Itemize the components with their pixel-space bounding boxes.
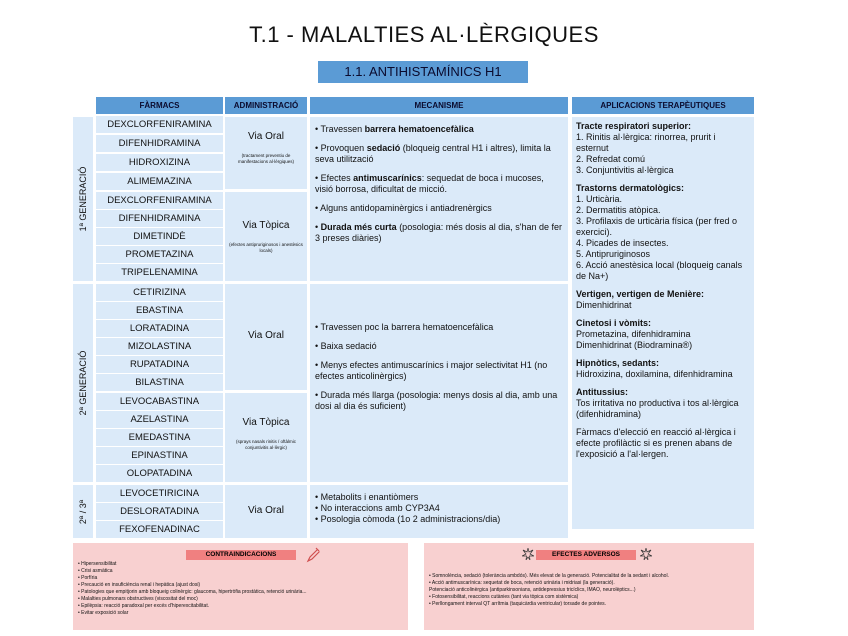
drug-cell: EPINASTINA <box>96 447 223 464</box>
generation-1-label: 1ª GENERACIÓ <box>73 117 93 281</box>
generation-2-label: 2ª GENERACIÓ <box>73 284 93 482</box>
mechanism-item: • Efectes antimuscarínics: sequedat de boca i mucoses, visió borrosa, dificultat de micció. <box>315 173 544 194</box>
list-item: • Somnolència, sedació (tolerància ambdós). Més elevat de la generació. Potencialitat de la sedant i alcohol. <box>429 573 669 579</box>
list-item: • Acció antimuscarínica: sequetat de boca, retenció urinària i midriasi (la generació). <box>429 580 615 586</box>
mechanism-item: • Travessen barrera hematoencefàlica <box>315 124 474 134</box>
mechanism-item: • Durada més curta (posologia: més dosis al dia, s'han de fer 3 preses diàries) <box>315 222 562 243</box>
list-item: • Fotosensibilitat, reaccions cutànies (tant via tòpica com sistèmica) <box>429 594 579 600</box>
drug-cell: EBASTINA <box>96 302 223 319</box>
header-mecanisme: MECANISME <box>310 97 568 114</box>
application-block: Tracte respiratori superior: 1. Rinitis al·lèrgica: rinorrea, prurit i esternut 2. Refredat comú 3. Conjuntivitis al·lèrgica <box>576 121 716 175</box>
list-item: Potenciació anticolinèrgica (antiparkinsonians, antidepressius tricíclics, IMAO, neurolèptics...) <box>429 587 636 593</box>
adverse-effects-title: EFECTES ADVERSOS <box>536 550 636 560</box>
application-block: Cinetosi i vòmits: Prometazina, difenhidramina Dimenhidrinat (Biodramina®) <box>576 318 693 350</box>
warning-burst-icon <box>522 548 534 560</box>
drug-cell: DIMETINDÈ <box>96 228 223 245</box>
application-block: Vertigen, vertigen de Menière: Dimenhidrinat <box>576 289 705 310</box>
contraindications-box <box>73 543 408 630</box>
drug-cell: LEVOCABASTINA <box>96 393 223 410</box>
list-item: • Patologies que empitjorin amb bloqueig colinèrgic: glaucoma, hipertròfia prostàtica, retenció urinària... <box>78 589 307 595</box>
mechanism-g1 <box>310 117 568 281</box>
list-item: • Malalties pulmonars obstructives (viscositat del moc) <box>78 596 198 602</box>
drug-cell: AZELASTINA <box>96 411 223 428</box>
drug-cell: DIFENHIDRAMINA <box>96 210 223 227</box>
drug-cell: BILASTINA <box>96 374 223 391</box>
applications-panel <box>572 117 754 529</box>
mechanism-item: • Menys efectes antimuscarínics i major selectivitat H1 (no efectes anticolinèrgics) <box>315 360 548 381</box>
mechanism-item: • Posologia còmoda (1o 2 administracions/dia) <box>315 514 501 524</box>
list-item: • Epilèpsia: reacció paradoxal per excés d'hiperexcitabilitat. <box>78 603 210 609</box>
drug-cell: DEXCLORFENIRAMINA <box>96 116 223 133</box>
admin-g3-oral: Via Oral <box>225 485 307 538</box>
list-item: • Evitar exposició solar <box>78 610 129 616</box>
mechanism-item: • Alguns antidopaminèrgics i antiadrenèrgics <box>315 203 492 213</box>
drug-cell: DESLORATADINA <box>96 503 223 520</box>
list-item: • Porfíria <box>78 575 98 581</box>
mechanism-item: • No interaccions amb CYP3A4 <box>315 503 440 513</box>
drug-cell: HIDROXIZINA <box>96 154 223 171</box>
admin-g1-oral: Via Oral (tractament preventiu de manifestacions al·lèrgiques) <box>225 117 307 189</box>
drug-cell: FEXOFENADINAC <box>96 521 223 538</box>
mechanism-item: • Durada més llarga (posologia: menys dosis al dia, amb una dosi al dia és suficient) <box>315 390 558 411</box>
application-block: Antitussius: Tos irritativa no productiva i tos al·lèrgica (difenhidramina) <box>576 387 739 419</box>
mechanism-item: • Metabolits i enantiòmers <box>315 492 419 502</box>
contraindications-title: CONTRAINDICACIONS <box>186 550 296 560</box>
drug-cell: CETIRIZINA <box>96 284 223 301</box>
admin-g2-topica: Via Tòpica (sprays nasals rinitis / oftàlmic conjuntivitis al·lèrgic) <box>225 393 307 482</box>
section-subtitle: 1.1. ANTIHISTAMÍNICS H1 <box>318 61 528 83</box>
drug-cell: LEVOCETIRICINA <box>96 485 223 502</box>
drug-cell: DEXCLORFENIRAMINA <box>96 192 223 209</box>
drug-cell: RUPATADINA <box>96 356 223 373</box>
mechanism-item: • Provoquen sedació (bloqueig central H1 i altres), limita la seva utilització <box>315 143 551 164</box>
drug-cell: EMEDASTINA <box>96 429 223 446</box>
drug-cell: ALIMEMAZINA <box>96 173 223 190</box>
header-administracio: ADMINISTRACIÓ <box>225 97 307 114</box>
generation-3-label: 2ª / 3ª <box>73 485 93 538</box>
adverse-effects-box <box>424 543 754 630</box>
mechanism-g3 <box>310 485 568 538</box>
drug-cell: OLOPATADINA <box>96 465 223 482</box>
application-block: Trastorns dermatològics: 1. Urticària. 2. Dermatitis atòpica. 3. Profilaxis de urticària física (per fred o exercici). 4. Picades de insectes. 5. Antipruriginosos 6. Acció anestèsica local (bloqueig canals de Na+) <box>576 183 743 281</box>
admin-g2-oral: Via Oral <box>225 284 307 390</box>
list-item: • Perllongament interval QT arrítmia (taquicàrdia ventricular) torsade de pointes. <box>429 601 607 607</box>
application-block: Hipnòtics, sedants: Hidroxizina, doxilamina, difenhidramina <box>576 358 733 379</box>
adverse-effects-list <box>429 573 749 608</box>
list-item: • Crisi asmàtica <box>78 568 113 574</box>
drug-cell: DIFENHIDRAMINA <box>96 135 223 152</box>
list-item: • Precaució en insuficiència renal i hepàtica (ajust dosi) <box>78 582 201 588</box>
mechanism-g2 <box>310 284 568 482</box>
header-aplicacions: APLICACIONS TERAPÈUTIQUES <box>572 97 754 114</box>
application-block: Fàrmacs d'elecció en reacció al·lèrgica i efecte profilàctic si es prenen abans de l'exposició a l'al·lergen. <box>576 427 736 459</box>
drug-cell: TRIPELENAMINA <box>96 264 223 281</box>
contraindications-list <box>78 561 403 617</box>
drug-cell: LORATADINA <box>96 320 223 337</box>
drug-cell: PROMETAZINA <box>96 246 223 263</box>
mechanism-item: • Baixa sedació <box>315 341 377 351</box>
header-farmacs: FÀRMACS <box>96 97 223 114</box>
admin-g1-topica: Via Tòpica (efectes antipruriginosos i anestèsics locals) <box>225 192 307 281</box>
list-item: • Hipersensibilitat <box>78 561 117 567</box>
mechanism-item: • Travessen poc la barrera hematoencefàlica <box>315 322 494 332</box>
page-title: T.1 - MALALTIES AL·LÈRGIQUES <box>249 22 599 47</box>
warning-burst-icon <box>640 548 652 560</box>
drug-cell: MIZOLASTINA <box>96 338 223 355</box>
